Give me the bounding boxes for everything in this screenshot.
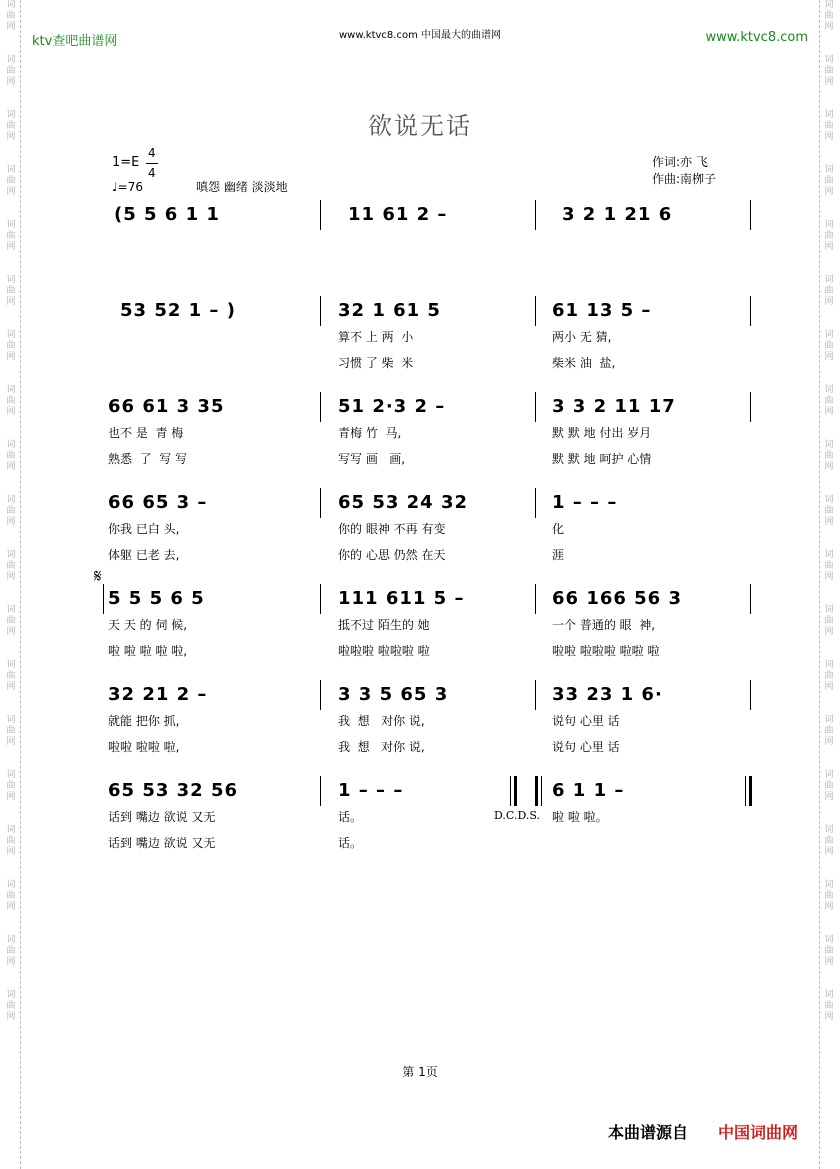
lyric-row4-v2-m2: 你的 心思 仍然 在天 (338, 548, 446, 562)
watermark-glyph: 词 (6, 715, 16, 725)
right-watermark-strip (819, 0, 838, 1169)
notes-row5-m1: 5 5 5 6 5 (108, 588, 205, 609)
source-label: 本曲谱源自 (608, 1123, 689, 1142)
barline (103, 584, 104, 614)
lyric-row6-v2-m1: 啦啦 啦啦 啦, (108, 740, 180, 754)
watermark-glyph: 曲 (824, 231, 834, 241)
watermark-gap (820, 583, 838, 605)
watermark-glyph: 网 (824, 187, 834, 197)
watermark-gap (2, 968, 20, 990)
lyric-row2-v1-m3: 两小 无 猜, (552, 330, 612, 344)
watermark-glyph: 曲 (824, 341, 834, 351)
lyric-row3-v1-m2: 青梅 竹 马, (338, 426, 402, 440)
watermark-gap (2, 308, 20, 330)
watermark-glyph: 网 (6, 297, 16, 307)
lyric-row4-v1-m3: 化 (552, 522, 565, 536)
watermark-glyph: 词 (6, 385, 16, 395)
watermark-gap (820, 803, 838, 825)
barline (750, 584, 751, 614)
watermark-gap (2, 583, 20, 605)
lyric-row6-v1-m2: 我 想 对你 说, (338, 714, 425, 728)
barline (320, 488, 321, 518)
watermark-glyph: 网 (6, 517, 16, 527)
tempo-marking: ♩=76 (112, 180, 143, 194)
watermark-gap (2, 418, 20, 440)
notes-row7-m2: 1 – – – (338, 780, 404, 801)
final-barline (745, 776, 746, 806)
watermark-glyph: 词 (6, 110, 16, 120)
lyric-row6-v2-m2: 我 想 对你 说, (338, 740, 425, 754)
lyric-row5-v1-m1: 天 天 的 伺 候, (108, 618, 188, 632)
lyric-row7-v2-m2: 话。 (338, 836, 363, 850)
watermark-gap (2, 748, 20, 770)
watermark-glyph: 词 (824, 605, 834, 615)
watermark-gap (820, 913, 838, 935)
watermark-glyph: 词 (824, 330, 834, 340)
watermark-gap (820, 473, 838, 495)
watermark-glyph: 网 (6, 77, 16, 87)
watermark-glyph: 网 (6, 792, 16, 802)
watermark-glyph: 曲 (6, 561, 16, 571)
watermark-glyph: 网 (6, 187, 16, 197)
watermark-gap (820, 418, 838, 440)
watermark-glyph: 词 (6, 550, 16, 560)
barline-double (514, 776, 517, 806)
watermark-glyph: 词 (6, 990, 16, 1000)
watermark-glyph: 曲 (824, 506, 834, 516)
lyric-row5-v2-m3: 啦啦 啦啦啦 啦啦 啦 (552, 644, 660, 658)
watermark-glyph: 词 (824, 880, 834, 890)
lyric-row3-v1-m1: 也不 是 青 梅 (108, 426, 184, 440)
watermark-glyph: 网 (824, 847, 834, 857)
lyric-row6-v2-m3: 说句 心里 话 (552, 740, 620, 754)
watermark-glyph: 词 (6, 660, 16, 670)
watermark-gap (820, 253, 838, 275)
watermark-gap (2, 253, 20, 275)
watermark-glyph: 网 (824, 957, 834, 967)
notes-row7-m3: 6 1 1 – (552, 780, 625, 801)
watermark-glyph: 网 (824, 407, 834, 417)
barline-double (535, 776, 538, 806)
notes-row6-m3: 33 23 1 6· (552, 684, 663, 705)
barline (541, 776, 542, 806)
watermark-glyph: 曲 (6, 66, 16, 76)
watermark-glyph: 词 (6, 880, 16, 890)
time-signature-top: 4 (148, 146, 156, 160)
barline (750, 680, 751, 710)
watermark-glyph: 网 (824, 682, 834, 692)
lyric-row3-v1-m3: 默 默 地 付出 岁月 (552, 426, 652, 440)
site-url-right[interactable]: www.ktvc8.com (705, 30, 808, 45)
notes-row1-m3: 3 2 1 21 6 (562, 204, 673, 225)
watermark-gap (820, 363, 838, 385)
watermark-gap (820, 198, 838, 220)
watermark-glyph: 词 (824, 715, 834, 725)
barline (535, 200, 536, 230)
watermark-glyph: 词 (6, 55, 16, 65)
watermark-glyph: 曲 (6, 506, 16, 516)
notes-row2-m1: 53 52 1 – ) (120, 300, 236, 321)
song-title: 欲说无话 (368, 112, 472, 140)
watermark-glyph: 网 (824, 902, 834, 912)
page-number: 第 1页 (402, 1065, 438, 1079)
segno-sign: 𝄋 (94, 566, 102, 587)
watermark-glyph: 词 (824, 55, 834, 65)
watermark-glyph: 网 (6, 1012, 16, 1022)
barline (320, 200, 321, 230)
watermark-glyph: 网 (824, 627, 834, 637)
lyric-row3-v2-m3: 默 默 地 呵护 心情 (552, 452, 652, 466)
watermark-gap (2, 638, 20, 660)
watermark-glyph: 曲 (6, 121, 16, 131)
notes-row7-m1: 65 53 32 56 (108, 780, 238, 801)
lyricist-credit: 作词:亦 飞 (652, 155, 708, 169)
watermark-glyph: 词 (824, 385, 834, 395)
watermark-glyph: 网 (6, 22, 16, 32)
lyric-row2-v1-m2: 算不 上 两 小 (338, 330, 414, 344)
lyric-row5-v2-m1: 啦 啦 啦 啦 啦, (108, 644, 188, 658)
watermark-glyph: 曲 (6, 671, 16, 681)
watermark-glyph: 曲 (6, 176, 16, 186)
watermark-glyph: 网 (6, 847, 16, 857)
barline (320, 392, 321, 422)
barline (510, 776, 511, 806)
source-site-link[interactable]: 中国词曲网 (718, 1123, 799, 1142)
expression-marking: 嗔怨 幽绪 淡淡地 (196, 180, 288, 194)
watermark-glyph: 曲 (6, 726, 16, 736)
composer-credit: 作曲:南栁子 (652, 172, 717, 186)
watermark-gap (820, 638, 838, 660)
watermark-glyph: 网 (824, 22, 834, 32)
watermark-glyph: 曲 (6, 781, 16, 791)
watermark-glyph: 网 (6, 407, 16, 417)
notes-row3-m1: 66 61 3 35 (108, 396, 225, 417)
watermark-glyph: 曲 (824, 671, 834, 681)
lyric-row4-v2-m3: 涯 (552, 548, 565, 562)
watermark-glyph: 曲 (6, 616, 16, 626)
watermark-glyph: 词 (824, 275, 834, 285)
barline (320, 296, 321, 326)
watermark-glyph: 曲 (824, 286, 834, 296)
lyric-row6-v1-m3: 说句 心里 话 (552, 714, 620, 728)
left-watermark-strip (2, 0, 21, 1169)
watermark-glyph: 网 (824, 1012, 834, 1022)
watermark-glyph: 网 (6, 627, 16, 637)
watermark-gap (2, 143, 20, 165)
barline (535, 488, 536, 518)
barline (750, 392, 751, 422)
notes-row1-m1: (5 5 6 1 1 (114, 204, 220, 225)
barline (535, 584, 536, 614)
watermark-glyph: 词 (824, 495, 834, 505)
watermark-gap (820, 858, 838, 880)
key-signature: 1=E (112, 155, 140, 170)
notes-row2-m2: 32 1 61 5 (338, 300, 441, 321)
watermark-glyph: 词 (824, 0, 834, 10)
watermark-glyph: 词 (6, 495, 16, 505)
watermark-glyph: 词 (824, 770, 834, 780)
watermark-glyph: 词 (824, 220, 834, 230)
watermark-glyph: 曲 (824, 946, 834, 956)
lyric-row5-v2-m2: 啦啦啦 啦啦啦 啦 (338, 644, 430, 658)
watermark-glyph: 曲 (824, 396, 834, 406)
barline (320, 584, 321, 614)
watermark-glyph: 曲 (6, 231, 16, 241)
watermark-gap (820, 693, 838, 715)
barline (535, 296, 536, 326)
watermark-gap (820, 1023, 838, 1045)
watermark-glyph: 网 (824, 297, 834, 307)
watermark-glyph: 曲 (824, 451, 834, 461)
lyric-row2-v2-m2: 习惯 了 柴 米 (338, 356, 414, 370)
watermark-gap (820, 748, 838, 770)
watermark-glyph: 曲 (824, 836, 834, 846)
watermark-gap (2, 198, 20, 220)
watermark-gap (2, 528, 20, 550)
notes-row2-m3: 61 13 5 – (552, 300, 652, 321)
watermark-glyph: 词 (6, 605, 16, 615)
barline (320, 776, 321, 806)
watermark-glyph: 曲 (824, 176, 834, 186)
watermark-glyph: 词 (6, 770, 16, 780)
watermark-glyph: 词 (6, 220, 16, 230)
watermark-glyph: 曲 (6, 451, 16, 461)
notes-row6-m1: 32 21 2 – (108, 684, 208, 705)
lyric-row7-v1-m3: 啦 啦 啦。 (552, 810, 608, 824)
watermark-glyph: 网 (6, 132, 16, 142)
time-signature-bottom: 4 (148, 166, 156, 180)
watermark-glyph: 词 (824, 825, 834, 835)
site-name-left[interactable]: ktv查吧曲谱网 (32, 34, 118, 49)
watermark-glyph: 网 (6, 957, 16, 967)
watermark-glyph: 词 (6, 330, 16, 340)
lyric-row4-v1-m1: 你我 已白 头, (108, 522, 180, 536)
watermark-glyph: 网 (6, 462, 16, 472)
watermark-glyph: 网 (6, 902, 16, 912)
watermark-glyph: 词 (6, 0, 16, 10)
watermark-gap (2, 913, 20, 935)
watermark-glyph: 网 (824, 792, 834, 802)
watermark-glyph: 词 (6, 165, 16, 175)
lyric-row4-v2-m1: 体躯 已老 去, (108, 548, 180, 562)
watermark-glyph: 词 (824, 440, 834, 450)
site-banner: www.ktvc8.com 中国最大的曲谱网 (338, 30, 501, 41)
watermark-glyph: 词 (6, 440, 16, 450)
watermark-gap (820, 968, 838, 990)
notes-row3-m2: 51 2·3 2 – (338, 396, 446, 417)
watermark-glyph: 词 (824, 660, 834, 670)
watermark-glyph: 网 (824, 352, 834, 362)
watermark-glyph: 曲 (824, 1001, 834, 1011)
lyric-row5-v1-m3: 一个 普通的 眼 神, (552, 618, 656, 632)
barline (750, 200, 751, 230)
watermark-glyph: 曲 (824, 121, 834, 131)
watermark-glyph: 网 (824, 572, 834, 582)
watermark-glyph: 网 (824, 737, 834, 747)
watermark-glyph: 词 (824, 550, 834, 560)
lyric-row3-v2-m2: 写写 画 画, (338, 452, 406, 466)
watermark-gap (2, 803, 20, 825)
watermark-glyph: 网 (6, 572, 16, 582)
watermark-glyph: 曲 (6, 1001, 16, 1011)
watermark-gap (2, 1023, 20, 1045)
watermark-glyph: 词 (824, 165, 834, 175)
watermark-glyph: 网 (6, 682, 16, 692)
notes-row5-m3: 66 166 56 3 (552, 588, 682, 609)
watermark-gap (820, 528, 838, 550)
watermark-glyph: 网 (6, 352, 16, 362)
lyric-row3-v2-m1: 熟悉 了 写 写 (108, 452, 188, 466)
barline (320, 680, 321, 710)
watermark-glyph: 词 (6, 275, 16, 285)
watermark-glyph: 曲 (6, 286, 16, 296)
lyric-row6-v1-m1: 就能 把你 抓, (108, 714, 180, 728)
barline (535, 680, 536, 710)
lyric-row2-v2-m3: 柴米 油 盐, (552, 356, 616, 370)
watermark-glyph: 词 (824, 110, 834, 120)
watermark-gap (820, 143, 838, 165)
notes-row4-m3: 1 – – – (552, 492, 618, 513)
watermark-gap (2, 473, 20, 495)
lyric-row5-v1-m2: 抵不过 陌生的 她 (338, 618, 430, 632)
watermark-glyph: 曲 (6, 341, 16, 351)
watermark-glyph: 网 (824, 462, 834, 472)
watermark-glyph: 曲 (824, 561, 834, 571)
time-signature-line (146, 163, 158, 164)
lyric-row7-v1-m1: 话到 嘴边 欲说 又无 (108, 810, 216, 824)
watermark-glyph: 网 (824, 132, 834, 142)
notes-row5-m2: 111 611 5 – (338, 588, 465, 609)
notes-row6-m2: 3 3 5 65 3 (338, 684, 449, 705)
watermark-glyph: 词 (6, 825, 16, 835)
watermark-glyph: 曲 (6, 11, 16, 21)
watermark-glyph: 网 (824, 242, 834, 252)
lyric-row7-v2-m1: 话到 嘴边 欲说 又无 (108, 836, 216, 850)
watermark-glyph: 词 (824, 935, 834, 945)
notes-row4-m1: 66 65 3 – (108, 492, 208, 513)
watermark-glyph: 曲 (824, 891, 834, 901)
watermark-glyph: 网 (824, 77, 834, 87)
lyric-row4-v1-m2: 你的 眼神 不再 有变 (338, 522, 446, 536)
watermark-glyph: 曲 (824, 781, 834, 791)
watermark-glyph: 词 (824, 990, 834, 1000)
watermark-glyph: 曲 (6, 946, 16, 956)
notes-row3-m3: 3 3 2 11 17 (552, 396, 676, 417)
watermark-glyph: 曲 (824, 726, 834, 736)
final-barline-thick (749, 776, 752, 806)
watermark-glyph: 曲 (6, 891, 16, 901)
barline (750, 296, 751, 326)
notes-row1-m2: 11 61 2 – (348, 204, 448, 225)
watermark-glyph: 曲 (824, 616, 834, 626)
dcds-marking: D.C.D.S. (494, 809, 541, 822)
watermark-glyph: 词 (6, 935, 16, 945)
watermark-gap (820, 308, 838, 330)
watermark-glyph: 曲 (6, 396, 16, 406)
watermark-gap (2, 693, 20, 715)
barline (535, 392, 536, 422)
watermark-glyph: 网 (824, 517, 834, 527)
watermark-gap (2, 363, 20, 385)
watermark-glyph: 网 (6, 737, 16, 747)
notes-row4-m2: 65 53 24 32 (338, 492, 468, 513)
watermark-gap (2, 858, 20, 880)
watermark-glyph: 网 (6, 242, 16, 252)
lyric-row7-v1-m2: 话。 (338, 810, 363, 824)
watermark-glyph: 曲 (824, 66, 834, 76)
watermark-glyph: 曲 (824, 11, 834, 21)
watermark-glyph: 曲 (6, 836, 16, 846)
